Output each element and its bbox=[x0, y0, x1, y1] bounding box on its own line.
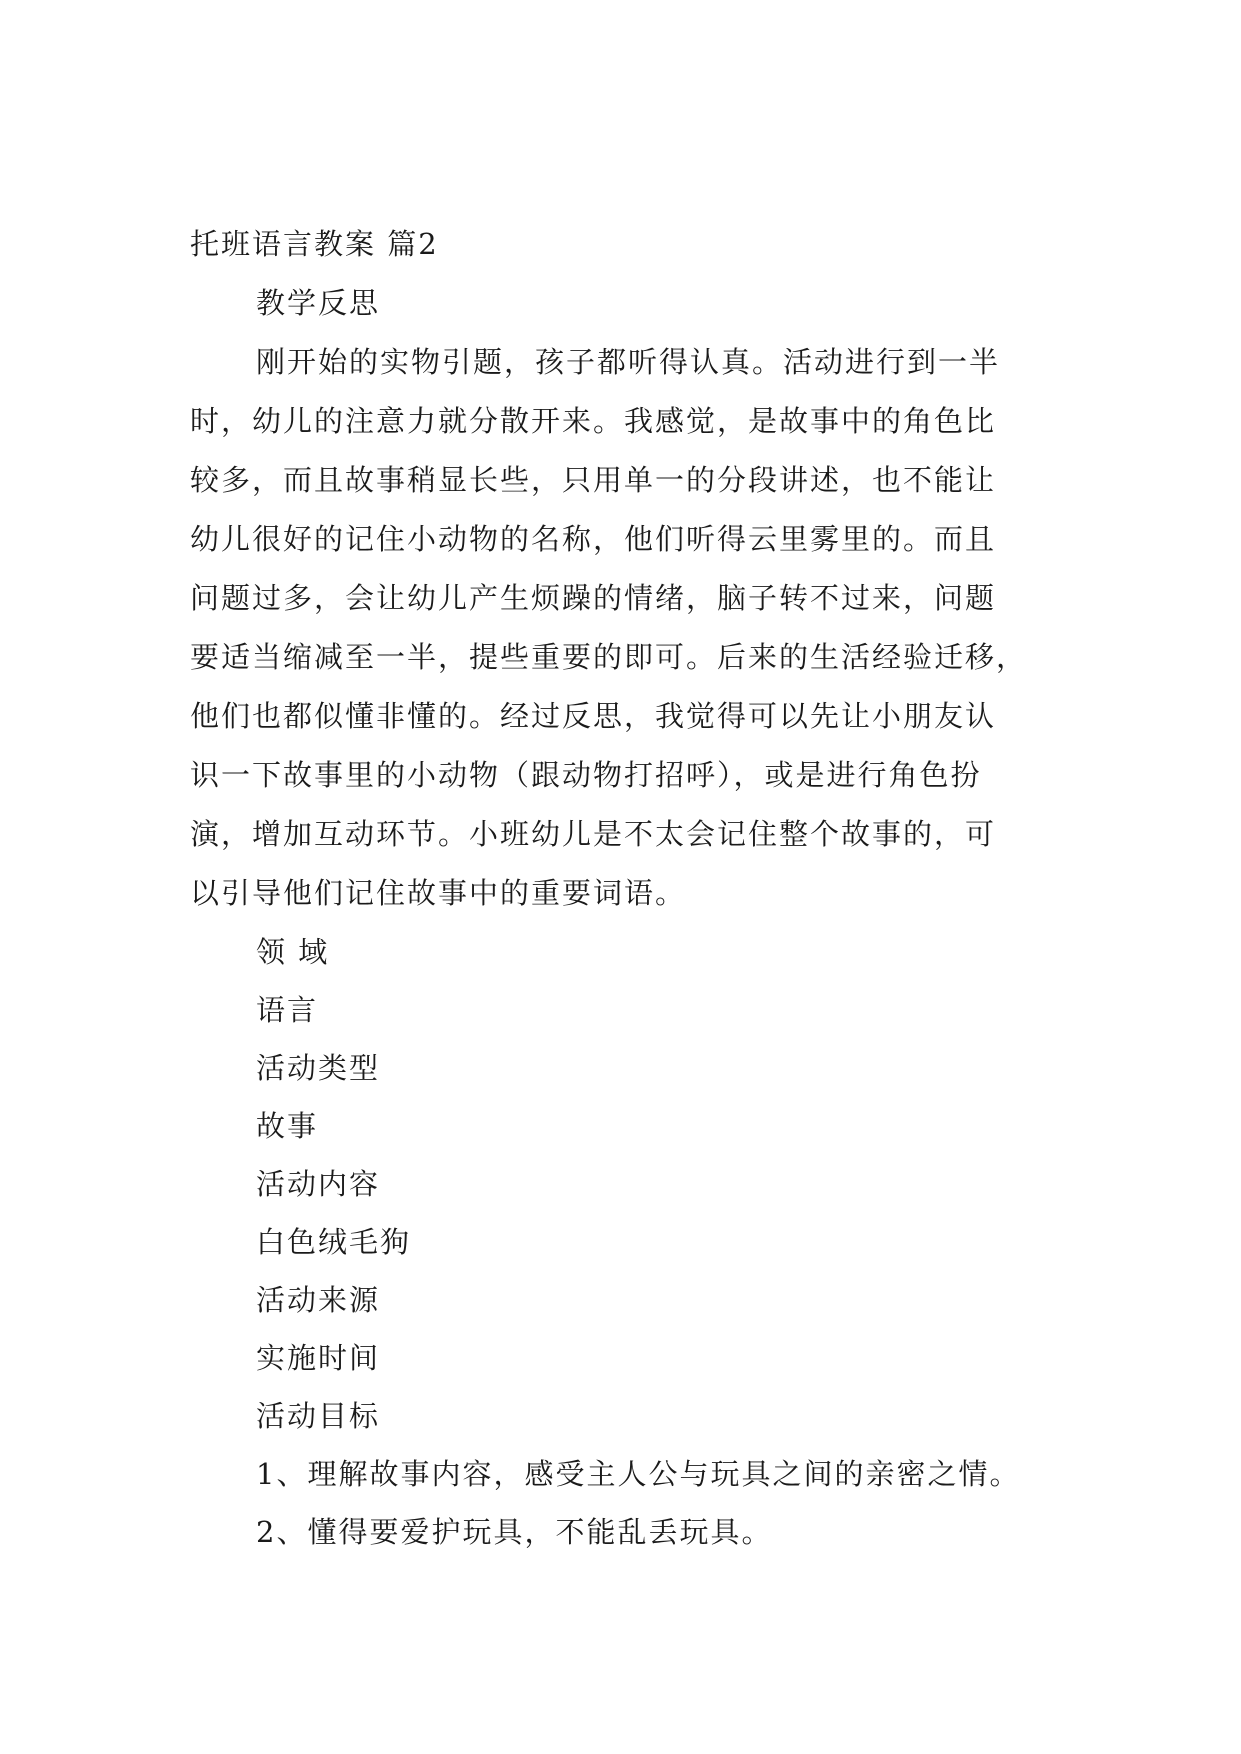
paragraph-line: 刚开始的实物引题，孩子都听得认真。活动进行到一半 bbox=[256, 345, 1001, 379]
field-content-value: 白色绒毛狗 bbox=[256, 1225, 412, 1259]
paragraph-line: 较多，而且故事稍显长些，只用单一的分段讲述，也不能让 bbox=[190, 463, 997, 497]
paragraph-line: 时，幼儿的注意力就分散开来。我感觉，是故事中的角色比 bbox=[190, 404, 997, 438]
document-title: 托班语言教案 篇2 bbox=[190, 227, 439, 261]
field-time-label: 实施时间 bbox=[256, 1341, 381, 1375]
reflection-heading: 教学反思 bbox=[256, 286, 381, 320]
field-domain-value: 语言 bbox=[256, 993, 319, 1027]
field-goals-label: 活动目标 bbox=[256, 1399, 381, 1433]
field-content-label: 活动内容 bbox=[256, 1167, 381, 1201]
paragraph-line: 识一下故事里的小动物（跟动物打招呼），或是进行角色扮 bbox=[190, 758, 982, 792]
paragraph-line: 幼儿很好的记住小动物的名称，他们听得云里雾里的。而且 bbox=[190, 522, 997, 556]
field-source-label: 活动来源 bbox=[256, 1283, 381, 1317]
field-domain-label: 领 域 bbox=[256, 935, 330, 969]
paragraph-line: 以引导他们记住故事中的重要词语。 bbox=[190, 876, 687, 910]
field-type-label: 活动类型 bbox=[256, 1051, 381, 1085]
goal-item: 1、理解故事内容，感受主人公与玩具之间的亲密之情。 bbox=[256, 1457, 1021, 1491]
paragraph-line: 问题过多，会让幼儿产生烦躁的情绪，脑子转不过来，问题 bbox=[190, 581, 997, 615]
paragraph-line: 要适当缩减至一半，提些重要的即可。后来的生活经验迁移， bbox=[190, 640, 1028, 674]
paragraph-line: 演，增加互动环节。小班幼儿是不太会记住整个故事的，可 bbox=[190, 817, 997, 851]
field-type-value: 故事 bbox=[256, 1109, 319, 1143]
paragraph-line: 他们也都似懂非懂的。经过反思，我觉得可以先让小朋友认 bbox=[190, 699, 997, 733]
goal-item: 2、懂得要爱护玩具，不能乱丢玩具。 bbox=[256, 1515, 773, 1549]
